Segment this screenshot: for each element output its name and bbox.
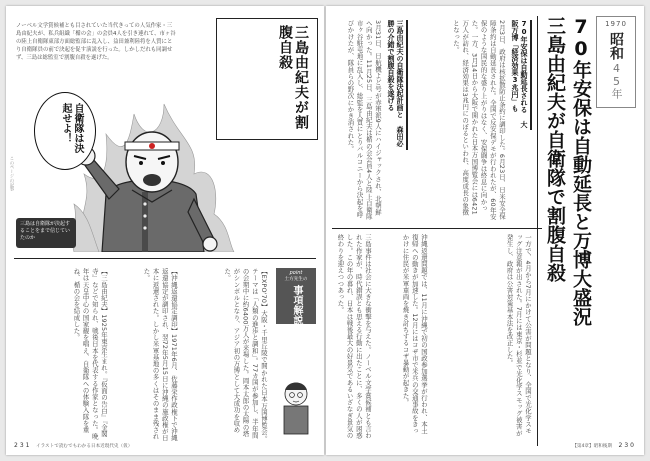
teacher-svg bbox=[276, 376, 316, 436]
caption-text: 三島は自衛隊が決起することをまで信じていたのか bbox=[20, 221, 71, 241]
right-footer: 【第4章】昭和後期 bbox=[572, 444, 612, 449]
body-divider bbox=[332, 228, 542, 229]
lower-body-c: 三島事件は社会に大きな衝撃を与えた。ノーベル文学賞候補とも言われた作家が、時代錯誤とも思える行動に出たことに、多くの人が困惑した。この年の暮れ、日本は戦後最大の好景気であるいざなぎ景気の終わりを迎えつつあった。 bbox=[336, 234, 372, 439]
left-page-number: 231 bbox=[14, 442, 32, 449]
lower-body-a: 一方で、4月から7月にかけて公害が問題となり、全国で光化学スモッグ注意報が出された。7月には東京・杉並で光化学スモッグ被害が発生し、政府は公害対策基本法を改正した。 bbox=[505, 234, 532, 437]
subheading-1: 70年安保は自動延長される 大阪万博「経済効果3兆円」も bbox=[508, 20, 532, 130]
era-year-label: 45年 bbox=[610, 62, 623, 99]
point-title: 事項解説 bbox=[291, 285, 302, 325]
section-divider bbox=[14, 258, 316, 259]
title-separator bbox=[537, 16, 538, 446]
okinawa-explanation: 【沖縄返還協定調印】1971年6月、佐藤栄作政権下で沖縄返還協定が調印され、翌72年5月15日に沖縄の施政権が日本に返還された。しかし米軍基地の多くはそのまま残された。 bbox=[142, 268, 178, 442]
lower-body-b: 沖縄返還問題では、11月に沖縄で初の国政参加選挙が行われ、本土復帰への動きが加速した。12月にはコザ市で米兵の交通事故をきっかけに住民が米軍車両を焼き討ちするコザ暴動が起きた。 bbox=[401, 234, 428, 434]
point-label: point bbox=[289, 270, 303, 276]
left-page bbox=[6, 6, 324, 455]
point-sub: 土方先生の bbox=[284, 277, 308, 282]
subsection-2-body: 3月31日、日航機よど号が赤軍派9人にハイジャックされ、北朝鮮へ向かった。11月25日、三島由紀夫は楯の会会員4人と陸上自衛隊市ヶ谷駐屯地に乱入し、総監を人質にとりバルコニーから決起を呼びかけたが、隊員らの野次にかき消された。 bbox=[346, 20, 382, 220]
margin-note: このページの記事 bbox=[9, 156, 14, 192]
mishima-explanation: 【三島由紀夫】1925年東京生まれ。『仮面の告白』『金閣寺』などで知られ、戦後日本を代表する作家となった。晩年は天皇中心の国家観を唱え、自衛隊への体験入隊を重ね、楯の会を結成した。 bbox=[72, 268, 108, 440]
title-line-1: 70年安保は自動延長と万博大盛況 bbox=[570, 16, 592, 326]
subsection-1-body: 2月3日、政府は核拡散防止条約に調印した。6月23日、日米安全保障条約は自動延長された。全国で反安保デモが行われたが、60年安保のような国民的な盛り上がりはなく、安保闘争は終息に向かった。一方、3月14日から大阪で開かれた日本万国博覧会には6421万人が訪れ、経済効果は3兆円にのぼるといわれ、高度成長の象徴となった。 bbox=[451, 20, 506, 220]
era-label: 昭和 bbox=[608, 32, 624, 60]
left-footer: イラストで読むでもわかる日本近現代史（仮） bbox=[36, 444, 133, 449]
right-page bbox=[326, 6, 644, 455]
teacher-figure bbox=[276, 376, 316, 436]
title-line-2: 三島由紀夫が自衛隊で割腹自殺 bbox=[544, 16, 566, 282]
right-page-number: 230 bbox=[618, 442, 636, 449]
expo-explanation: 【EXPO'70】大阪・千里丘陵で開かれた日本万国博覧会。テーマは「人類の進歩と調和」。77カ国が参加し、半年間の会期中に約6400万人が来場した。岡本太郎の太陽の塔がシンボルとなり、アジア初の万博として大成功を収めた。 bbox=[223, 268, 268, 442]
year-box bbox=[596, 16, 636, 108]
point-box bbox=[276, 268, 316, 324]
speech-bubble-text: 自衛隊は決起せよ！ bbox=[60, 103, 83, 153]
caption-box bbox=[16, 218, 76, 248]
headline-text: 三島由紀夫が割腹自殺 bbox=[277, 25, 309, 130]
speech-bubble bbox=[34, 92, 96, 170]
year-label: 1970 bbox=[605, 20, 627, 28]
subheading-2: 三島由紀夫の自衛隊決起計画と 森田必勝の介錯で割腹自殺を遂げる bbox=[384, 20, 408, 150]
intro-paragraph: ノーベル文学賞候補とも目されていた当代きっての人気作家・三島由紀夫が、私兵組織「楯の会」の会員4人を引き連れて、市ヶ谷の陸上自衛隊東部方面総監部に乱入し、益田兼利陸将を人質にとり自衛隊員の前で決起を促す演説を行った。しかしだれも同調せず、三島は総監室で割腹自殺を遂げた。 bbox=[16, 23, 176, 61]
